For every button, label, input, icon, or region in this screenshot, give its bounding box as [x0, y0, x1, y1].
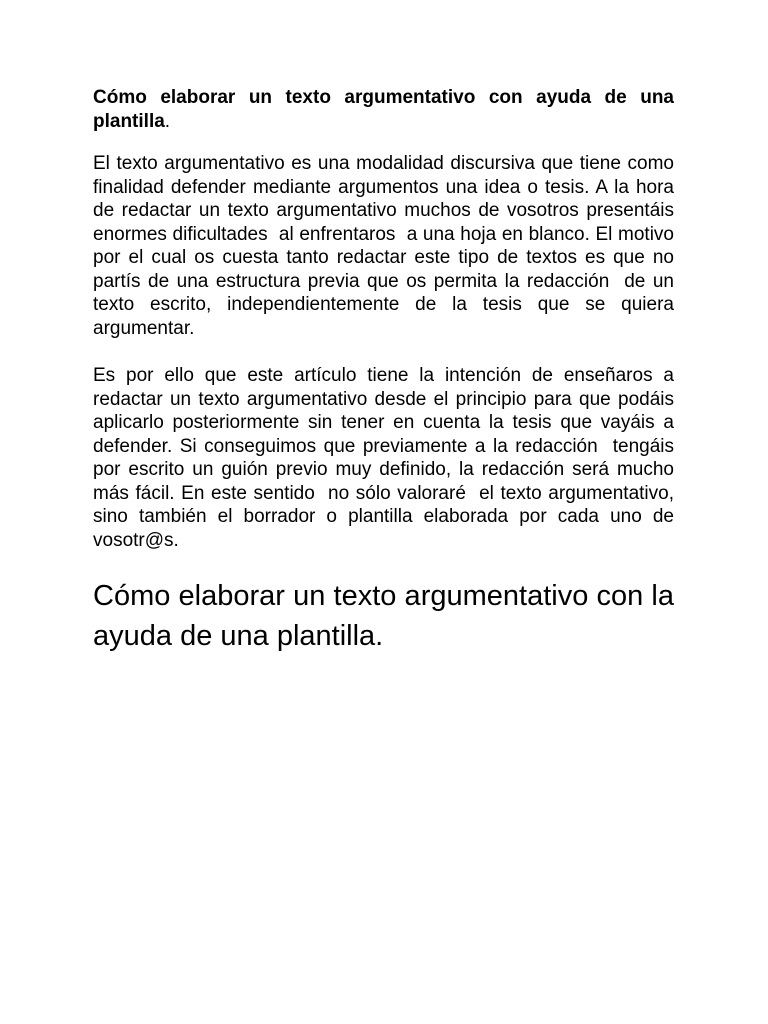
document-page [93, 86, 680, 656]
document-title [93, 86, 674, 134]
intro-paragraph: El texto argumentativo es una modalidad discursiva que tiene como finalidad defender mediante argumentos una idea o tesis. A la hora de redactar un texto argumentativo muchos de vosotros presentáis enormes dificultades al enfrentaros a una hoja en blanco. El motivo por el cual os cuesta tanto redactar este tipo de textos es que no partís de una estructura previa que os permita la redacción de un texto escrito, independientemente de la tesis que se quiera argumentar. [93, 153, 680, 339]
document-title-text: Cómo elaborar un texto argumentativo con ayuda de una plantilla [93, 87, 674, 132]
section-heading: Cómo elaborar un texto argumentativo con la ayuda de una plantilla. [93, 580, 674, 652]
purpose-paragraph: Es por ello que este artículo tiene la intención de enseñaros a redactar un texto argumentativo desde el principio para que podáis aplicarlo posteriormente sin tener en cuenta la tesis que vayáis a defender. Si conseguimos que previamente a la redacción tengáis por escrito un guión previo muy definido, la redacción será mucho más fácil. En este sentido no sólo valoraré el texto argumentativo, sino también el borrador o plantilla elaborada por cada uno de vosotr@s. [93, 365, 680, 551]
document-title-period: . [164, 111, 171, 132]
